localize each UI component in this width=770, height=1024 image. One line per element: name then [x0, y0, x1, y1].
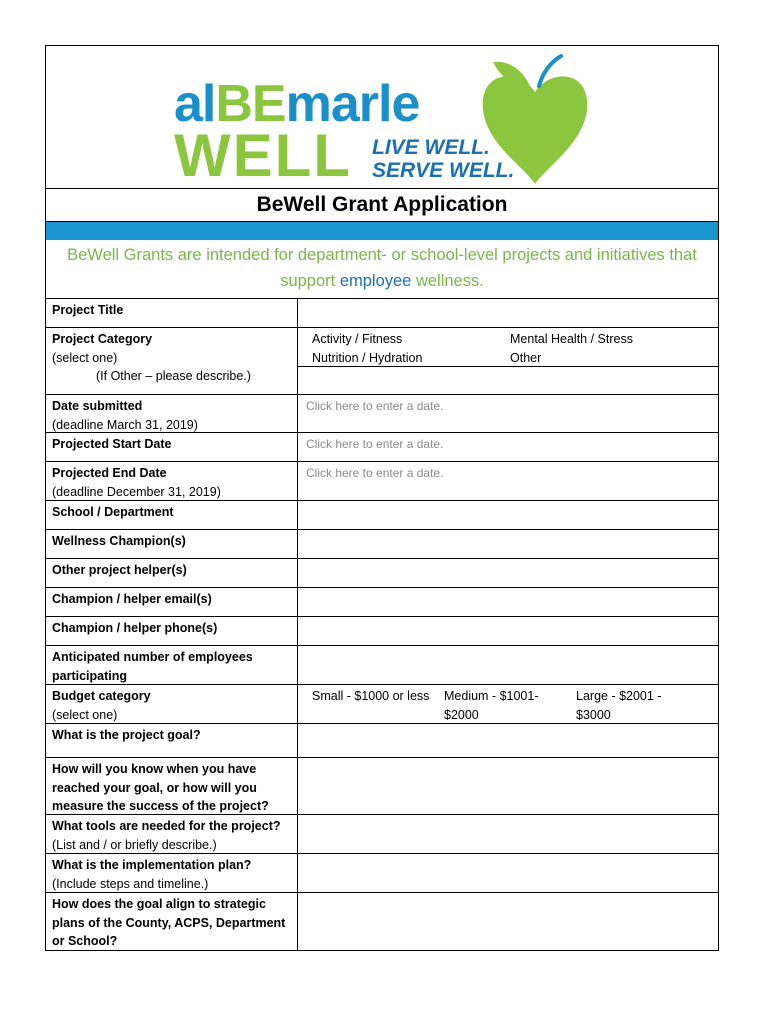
logo-header	[46, 46, 718, 189]
row-project-goal	[46, 724, 718, 758]
grant-application-form	[45, 45, 719, 951]
helper-emails-label: Champion / helper email(s)	[46, 588, 298, 616]
project-goal-label: What is the project goal?	[46, 724, 298, 757]
start-date-picker[interactable]: Click here to enter a date.	[306, 437, 444, 451]
helper-emails-input[interactable]	[298, 588, 718, 616]
category-option-activity[interactable]: Activity / Fitness	[312, 332, 403, 346]
budget-option-medium[interactable]: Medium - $1001- $2000	[444, 689, 539, 722]
category-option-other[interactable]: Other	[510, 350, 542, 365]
project-title-label: Project Title	[46, 299, 298, 327]
budget-category-label-cell: Budget category (select one)	[46, 685, 298, 723]
row-date-submitted	[46, 395, 718, 433]
strategic-alignment-input[interactable]	[298, 893, 718, 950]
date-submitted-label-cell: Date submitted (deadline March 31, 2019)	[46, 395, 298, 432]
row-helper-phones	[46, 617, 718, 646]
row-budget-category	[46, 685, 718, 724]
row-implementation-plan	[46, 854, 718, 893]
budget-options-cell	[298, 685, 718, 723]
row-strategic-alignment	[46, 893, 718, 950]
implementation-plan-label-cell: What is the implementation plan? (Include steps and timeline.)	[46, 854, 298, 892]
row-project-helpers	[46, 559, 718, 588]
category-other-description-input[interactable]	[306, 367, 710, 395]
apple-heart-icon	[479, 48, 591, 188]
row-school-department	[46, 501, 718, 530]
blue-divider-band	[46, 222, 718, 240]
row-project-title	[46, 299, 718, 328]
row-end-date	[46, 462, 718, 501]
project-helpers-label: Other project helper(s)	[46, 559, 298, 587]
category-option-mental-health[interactable]: Mental Health / Stress	[510, 332, 633, 346]
project-goal-input[interactable]	[298, 724, 718, 757]
school-department-input[interactable]	[298, 501, 718, 529]
start-date-label: Projected Start Date	[46, 433, 298, 461]
success-measure-label: How will you know when you have reached your goal, or how will you measure the success of the project?	[46, 758, 298, 814]
wellness-champions-input[interactable]	[298, 530, 718, 558]
albemarle-bewell-logo	[174, 48, 594, 189]
logo-wordmark: alBEmarle	[174, 75, 420, 133]
employee-count-label: Anticipated number of employees participating	[46, 646, 298, 684]
row-start-date	[46, 433, 718, 462]
category-options-cell	[298, 328, 718, 394]
success-measure-input[interactable]	[298, 758, 718, 814]
date-submitted-picker[interactable]: Click here to enter a date.	[306, 399, 444, 413]
helper-phones-label: Champion / helper phone(s)	[46, 617, 298, 645]
end-date-label-cell: Projected End Date (deadline December 31, 2019)	[46, 462, 298, 500]
school-department-label: School / Department	[46, 501, 298, 529]
project-helpers-input[interactable]	[298, 559, 718, 587]
logo-tagline: LIVE WELL. SERVE WELL.	[372, 136, 515, 182]
row-success-measure	[46, 758, 718, 815]
helper-phones-input[interactable]	[298, 617, 718, 645]
end-date-picker[interactable]: Click here to enter a date.	[306, 466, 444, 480]
budget-option-small[interactable]: Small - $1000 or less	[312, 689, 430, 703]
budget-option-large[interactable]: Large - $2001 - $3000	[576, 689, 662, 722]
tools-needed-input[interactable]	[298, 815, 718, 853]
project-title-input[interactable]	[298, 299, 718, 327]
tools-needed-label-cell: What tools are needed for the project? (List and / or briefly describe.)	[46, 815, 298, 853]
logo-well-text: WELL	[174, 122, 352, 189]
form-title: BeWell Grant Application	[46, 189, 718, 222]
strategic-alignment-label: How does the goal align to strategic plans of the County, ACPS, Department or School?	[46, 893, 298, 950]
intro-text: BeWell Grants are intended for department- or school-level projects and initiatives that support employee wellness.	[46, 240, 718, 299]
row-project-category	[46, 328, 718, 395]
row-employee-count	[46, 646, 718, 685]
category-option-nutrition[interactable]: Nutrition / Hydration	[312, 350, 423, 365]
row-wellness-champions	[46, 530, 718, 559]
wellness-champions-label: Wellness Champion(s)	[46, 530, 298, 558]
project-category-label-cell: Project Category (select one) (If Other – please describe.)	[46, 328, 298, 394]
row-tools-needed	[46, 815, 718, 854]
row-helper-emails	[46, 588, 718, 617]
employee-count-input[interactable]	[298, 646, 718, 684]
implementation-plan-input[interactable]	[298, 854, 718, 892]
